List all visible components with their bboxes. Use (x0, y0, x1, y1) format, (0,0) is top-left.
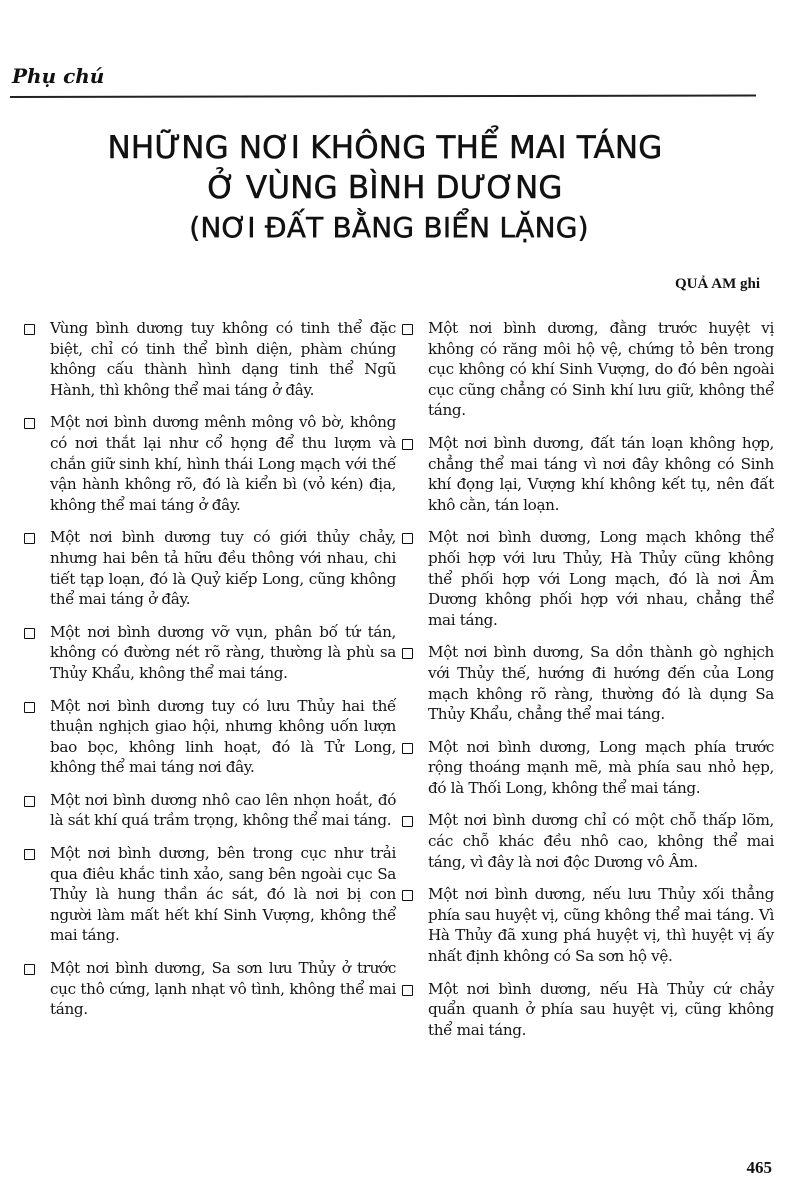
list-item (24, 412, 396, 515)
hollow-square-bullet-icon (402, 439, 413, 450)
list-item-text: Một nơi bình dương chỉ có một chỗ thấp lõm, các chỗ khác đều nhô cao, không thể mai táng, vì đây là nơi độc Dương vô Âm. (428, 811, 774, 871)
list-item (24, 696, 396, 778)
hollow-square-bullet-icon (24, 324, 35, 335)
hollow-square-bullet-icon (24, 964, 35, 975)
page-number: 465 (746, 1158, 772, 1177)
hollow-square-bullet-icon (402, 985, 413, 996)
header-rule-divider (10, 94, 756, 98)
hollow-square-bullet-icon (24, 533, 35, 544)
hollow-square-bullet-icon (24, 849, 35, 860)
list-item (402, 979, 774, 1041)
running-head: Phụ chú (12, 64, 105, 88)
list-item (24, 790, 396, 831)
list-item-text: Một nơi bình dương mênh mông vô bờ, không có nơi thắt lại như cổ họng để thu lượm và chắn giữ sinh khí, hình thái Long mạch với thế vận hành không rõ, đó là kiển bì (vỏ kén) địa, không thể mai táng ở đây. (50, 413, 396, 514)
list-item (24, 622, 396, 684)
hollow-square-bullet-icon (402, 743, 413, 754)
title-line-3: (NƠI ĐẤT BẰNG BIỂN LẶNG) (189, 211, 589, 244)
hollow-square-bullet-icon (24, 796, 35, 807)
list-item-text: Một nơi bình dương, Long mạch phía trước rộng thoáng mạnh mẽ, mà phía sau nhỏ hẹp, đó là Thối Long, không thể mai táng. (428, 737, 774, 797)
list-item-text: Một nơi bình dương, Sa sơn lưu Thủy ở trước cục thô cứng, lạnh nhạt vô tình, không thể mai táng. (50, 959, 396, 1019)
list-item (24, 843, 396, 946)
right-column (402, 318, 774, 1052)
list-item-text: Một nơi bình dương, nếu Hà Thủy cứ chảy quẩn quanh ở phía sau huyệt vị, cũng không thể mai táng. (428, 979, 774, 1039)
list-item-text: Một nơi bình dương nhô cao lên nhọn hoắt, đó là sát khí quá trầm trọng, không thể mai táng. (50, 790, 396, 830)
list-item-text: Một nơi bình dương tuy có giới thủy chảy, nhưng hai bên tả hữu đều thông với nhau, chi tiết tạp loạn, đó là Quỷ kiếp Long, cũng không thể mai táng ở đây. (50, 528, 396, 609)
list-item (402, 884, 774, 966)
list-item (24, 958, 396, 1020)
chapter-title (0, 128, 770, 248)
list-item-text: Một nơi bình dương tuy có lưu Thủy hai thế thuận nghịch giao hội, nhưng không uốn lượn bao bọc, không linh hoạt, đó là Tử Long, không thể mai táng nơi đây. (50, 696, 396, 777)
hollow-square-bullet-icon (24, 418, 35, 429)
title-line-2: Ở VÙNG BÌNH DƯƠNG (207, 170, 563, 206)
list-item-text: Một nơi bình dương, Long mạch không thể phối hợp với lưu Thủy, Hà Thủy cũng không thể phối hợp với Long mạch, đó là nơi Âm Dương không phối hợp với nhau, chẳng thể mai táng. (428, 528, 774, 629)
list-item-text: Một nơi bình dương, đất tán loạn không hợp, chẳng thể mai táng vì nơi đây không có Sinh khí đọng lại, Vượng khí không kết tụ, nên đất khô cằn, tán loạn. (428, 433, 774, 514)
title-line-1: NHỮNG NƠI KHÔNG THỂ MAI TÁNG (107, 130, 663, 166)
hollow-square-bullet-icon (402, 533, 413, 544)
left-column (24, 318, 396, 1032)
list-item (402, 318, 774, 421)
list-item (402, 433, 774, 515)
list-item-text: Một nơi bình dương, nếu lưu Thủy xối thẳng phía sau huyệt vị, cũng không thể mai táng. Vì Hà Thủy đã xung phá huyệt vị, thì huyệt vị ấy nhất định không có Sa sơn hộ vệ. (428, 885, 774, 966)
hollow-square-bullet-icon (402, 890, 413, 901)
list-item (24, 527, 396, 609)
list-item (24, 318, 396, 400)
list-item (402, 642, 774, 724)
hollow-square-bullet-icon (24, 628, 35, 639)
list-item-text: Một nơi bình dương, bên trong cục như trải qua điêu khắc tinh xảo, sang bên ngoài cục Sa Thủy là hung thần ác sát, đó là nơi bị con người làm mất hết khí Sinh Vượng, không thể mai táng. (50, 844, 396, 945)
list-item (402, 810, 774, 872)
hollow-square-bullet-icon (24, 702, 35, 713)
author-credit: QUẢ AM ghi (674, 276, 760, 292)
list-item-text: Một nơi bình dương, Sa dồn thành gò nghịch với Thủy thế, hướng đi hướng đến của Long mạch không rõ ràng, thường đó là dụng Sa Thủy Khẩu, chẳng thể mai táng. (428, 643, 774, 724)
list-item-text: Một nơi bình dương, đằng trước huyệt vị không có răng môi hộ vệ, chứng tỏ bên trong cục không có khí Sinh Vượng, do đó bên ngoài cục cũng chẳng có Sinh khí lưu giữ, không thể táng. (428, 319, 774, 420)
hollow-square-bullet-icon (402, 324, 413, 335)
hollow-square-bullet-icon (402, 816, 413, 827)
list-item-text: Vùng bình dương tuy không có tinh thể đặc biệt, chỉ có tinh thể bình diện, phàm chúng không cấu thành hình dạng tinh thể Ngũ Hành, thì không thể mai táng ở đây. (50, 319, 396, 399)
list-item (402, 737, 774, 799)
list-item-text: Một nơi bình dương vỡ vụn, phân bố tứ tán, không có đường nét rõ ràng, thường là phù sa Thủy Khẩu, không thể mai táng. (50, 622, 396, 682)
list-item (402, 527, 774, 630)
hollow-square-bullet-icon (402, 648, 413, 659)
